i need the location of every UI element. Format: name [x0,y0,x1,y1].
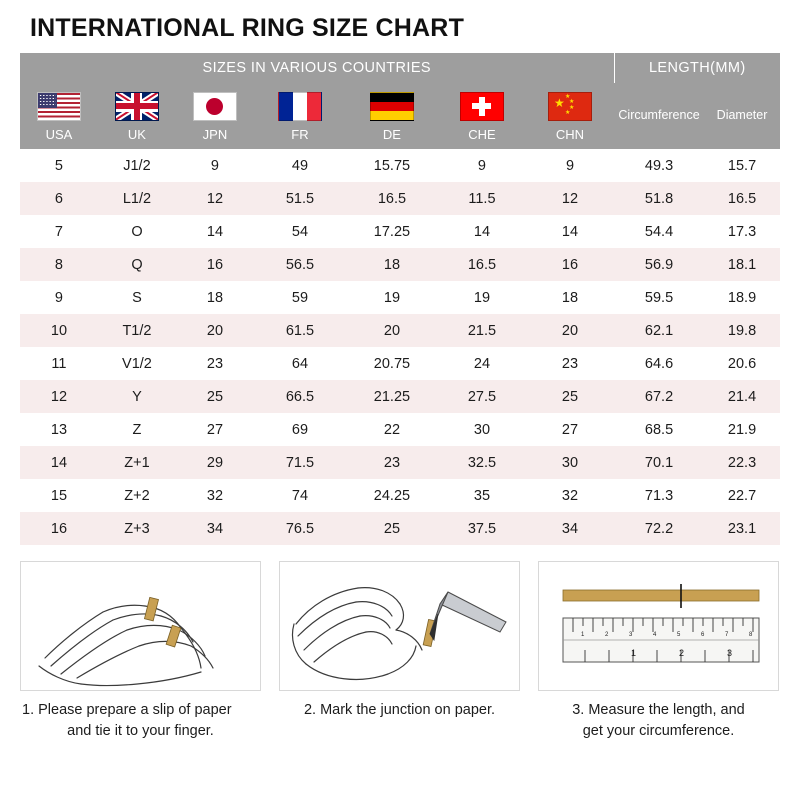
column-header-chn: CHN [526,125,614,149]
svg-text:1: 1 [631,648,637,658]
cell-jpn: 16 [176,248,254,281]
table-row [20,248,780,281]
cell-uk: Y [98,380,176,413]
svg-text:7: 7 [725,632,729,638]
cell-uk: T1/2 [98,314,176,347]
cell-chn: 32 [526,479,614,512]
cell-circumference: 70.1 [614,446,704,479]
cell-chn: 16 [526,248,614,281]
ring-size-table [20,53,780,545]
table-group-header-row [20,53,780,83]
cell-de: 23 [346,446,438,479]
cell-diameter: 18.9 [704,281,780,314]
cell-diameter: 15.7 [704,149,780,182]
column-header-usa: USA [20,125,98,149]
cell-diameter: 17.3 [704,215,780,248]
cell-usa: 6 [20,182,98,215]
cell-de: 18 [346,248,438,281]
flag-cell-germany [346,83,438,125]
cell-circumference: 62.1 [614,314,704,347]
cell-uk: Z+2 [98,479,176,512]
cell-chn: 25 [526,380,614,413]
step-prepare-paper [20,561,261,742]
cell-uk: L1/2 [98,182,176,215]
step-caption-line2: get your circumference. [582,723,735,740]
cell-uk: O [98,215,176,248]
cell-che: 27.5 [438,380,526,413]
cell-chn: 30 [526,446,614,479]
cell-jpn: 18 [176,281,254,314]
cell-jpn: 12 [176,182,254,215]
cell-circumference: 64.6 [614,347,704,380]
table-row [20,479,780,512]
cell-uk: Z+1 [98,446,176,479]
cell-uk: V1/2 [98,347,176,380]
cell-de: 20 [346,314,438,347]
cell-fr: 56.5 [254,248,346,281]
cell-fr: 69 [254,413,346,446]
cell-jpn: 20 [176,314,254,347]
cell-diameter: 21.9 [704,413,780,446]
cell-chn: 12 [526,182,614,215]
group-header-countries: SIZES IN VARIOUS COUNTRIES [20,53,614,83]
flag-cell-uk [98,83,176,125]
cell-de: 22 [346,413,438,446]
cell-chn: 18 [526,281,614,314]
cell-jpn: 27 [176,413,254,446]
flag-cell-usa [20,83,98,125]
hand-marking-pen-illustration [279,561,520,691]
step-caption [279,691,520,721]
cell-diameter: 18.1 [704,248,780,281]
column-header-fr: FR [254,125,346,149]
hand-with-paper-strip-illustration [20,561,261,691]
cell-jpn: 9 [176,149,254,182]
svg-text:8: 8 [749,632,753,638]
column-header-de: DE [346,125,438,149]
flag-japan-icon [193,92,237,121]
table-row [20,446,780,479]
cell-fr: 76.5 [254,512,346,545]
cell-fr: 66.5 [254,380,346,413]
cell-usa: 13 [20,413,98,446]
cell-uk: S [98,281,176,314]
flag-germany-icon [370,92,414,121]
step-caption-line2: and tie it to your finger. [67,723,214,740]
cell-chn: 23 [526,347,614,380]
cell-fr: 64 [254,347,346,380]
svg-text:2: 2 [605,632,609,638]
ruler-measuring-strip-illustration [538,561,779,691]
cell-circumference: 59.5 [614,281,704,314]
cell-diameter: 22.7 [704,479,780,512]
cell-usa: 12 [20,380,98,413]
cell-circumference: 49.3 [614,149,704,182]
cell-usa: 5 [20,149,98,182]
cell-usa: 15 [20,479,98,512]
cell-chn: 9 [526,149,614,182]
flag-switzerland-icon [460,92,504,121]
cell-fr: 61.5 [254,314,346,347]
cell-che: 9 [438,149,526,182]
table-body [20,149,780,545]
column-header-jpn: JPN [176,125,254,149]
svg-text:3: 3 [727,648,733,658]
table-row [20,281,780,314]
cell-fr: 49 [254,149,346,182]
cell-chn: 27 [526,413,614,446]
cell-che: 24 [438,347,526,380]
step-caption-line1: 3. Measure the length, and [572,702,745,718]
cell-chn: 14 [526,215,614,248]
column-header-circumference: Circumference [614,83,704,149]
flag-cell-china [526,83,614,125]
svg-text:2: 2 [679,648,685,658]
cell-de: 19 [346,281,438,314]
cell-che: 32.5 [438,446,526,479]
cell-che: 19 [438,281,526,314]
cell-che: 37.5 [438,512,526,545]
cell-che: 11.5 [438,182,526,215]
svg-text:3: 3 [629,632,633,638]
flag-cell-switzerland [438,83,526,125]
cell-usa: 14 [20,446,98,479]
cell-usa: 16 [20,512,98,545]
cell-che: 30 [438,413,526,446]
step-mark-junction [279,561,520,742]
step-measure-length [538,561,779,742]
instruction-steps [20,561,780,742]
cell-de: 24.25 [346,479,438,512]
cell-che: 35 [438,479,526,512]
group-header-length: LENGTH(MM) [614,53,780,83]
cell-de: 15.75 [346,149,438,182]
cell-uk: Z [98,413,176,446]
cell-fr: 74 [254,479,346,512]
cell-circumference: 68.5 [614,413,704,446]
cell-uk: Z+3 [98,512,176,545]
cell-jpn: 29 [176,446,254,479]
flag-china-icon: ★ ★ ★ ★ ★ [548,92,592,121]
cell-usa: 9 [20,281,98,314]
step-caption [538,691,779,742]
svg-text:6: 6 [701,632,705,638]
cell-chn: 20 [526,314,614,347]
flag-uk-icon [115,92,159,121]
flag-cell-japan [176,83,254,125]
table-row [20,413,780,446]
table-row [20,182,780,215]
cell-circumference: 51.8 [614,182,704,215]
cell-usa: 11 [20,347,98,380]
cell-circumference: 56.9 [614,248,704,281]
cell-fr: 59 [254,281,346,314]
cell-fr: 54 [254,215,346,248]
cell-che: 21.5 [438,314,526,347]
cell-uk: J1/2 [98,149,176,182]
page-title: INTERNATIONAL RING SIZE CHART [30,14,465,42]
step-caption-line1: 1. Please prepare a slip of paper [22,702,232,718]
cell-de: 21.25 [346,380,438,413]
cell-circumference: 54.4 [614,215,704,248]
cell-circumference: 71.3 [614,479,704,512]
table-row [20,380,780,413]
cell-jpn: 23 [176,347,254,380]
cell-fr: 71.5 [254,446,346,479]
step-caption-line1: 2. Mark the junction on paper. [303,702,496,718]
cell-diameter: 16.5 [704,182,780,215]
svg-text:1: 1 [581,632,585,638]
cell-chn: 34 [526,512,614,545]
column-header-che: CHE [438,125,526,149]
cell-che: 14 [438,215,526,248]
table-flag-row [20,83,780,125]
column-header-diameter: Diameter [704,83,780,149]
cell-de: 25 [346,512,438,545]
step-caption [20,691,261,742]
cell-jpn: 14 [176,215,254,248]
cell-circumference: 72.2 [614,512,704,545]
flag-cell-france [254,83,346,125]
flag-usa-icon [37,92,81,121]
cell-jpn: 32 [176,479,254,512]
table-row [20,149,780,182]
cell-diameter: 23.1 [704,512,780,545]
table-row [20,512,780,545]
cell-diameter: 21.4 [704,380,780,413]
table-row [20,215,780,248]
cell-de: 20.75 [346,347,438,380]
cell-de: 17.25 [346,215,438,248]
svg-text:4: 4 [653,632,657,638]
cell-diameter: 19.8 [704,314,780,347]
cell-usa: 10 [20,314,98,347]
cell-che: 16.5 [438,248,526,281]
cell-usa: 8 [20,248,98,281]
cell-de: 16.5 [346,182,438,215]
cell-jpn: 34 [176,512,254,545]
table-row [20,347,780,380]
cell-uk: Q [98,248,176,281]
cell-diameter: 20.6 [704,347,780,380]
cell-diameter: 22.3 [704,446,780,479]
cell-fr: 51.5 [254,182,346,215]
svg-text:5: 5 [677,632,681,638]
table-row [20,314,780,347]
column-header-uk: UK [98,125,176,149]
cell-circumference: 67.2 [614,380,704,413]
cell-jpn: 25 [176,380,254,413]
flag-france-icon [278,92,322,121]
cell-usa: 7 [20,215,98,248]
